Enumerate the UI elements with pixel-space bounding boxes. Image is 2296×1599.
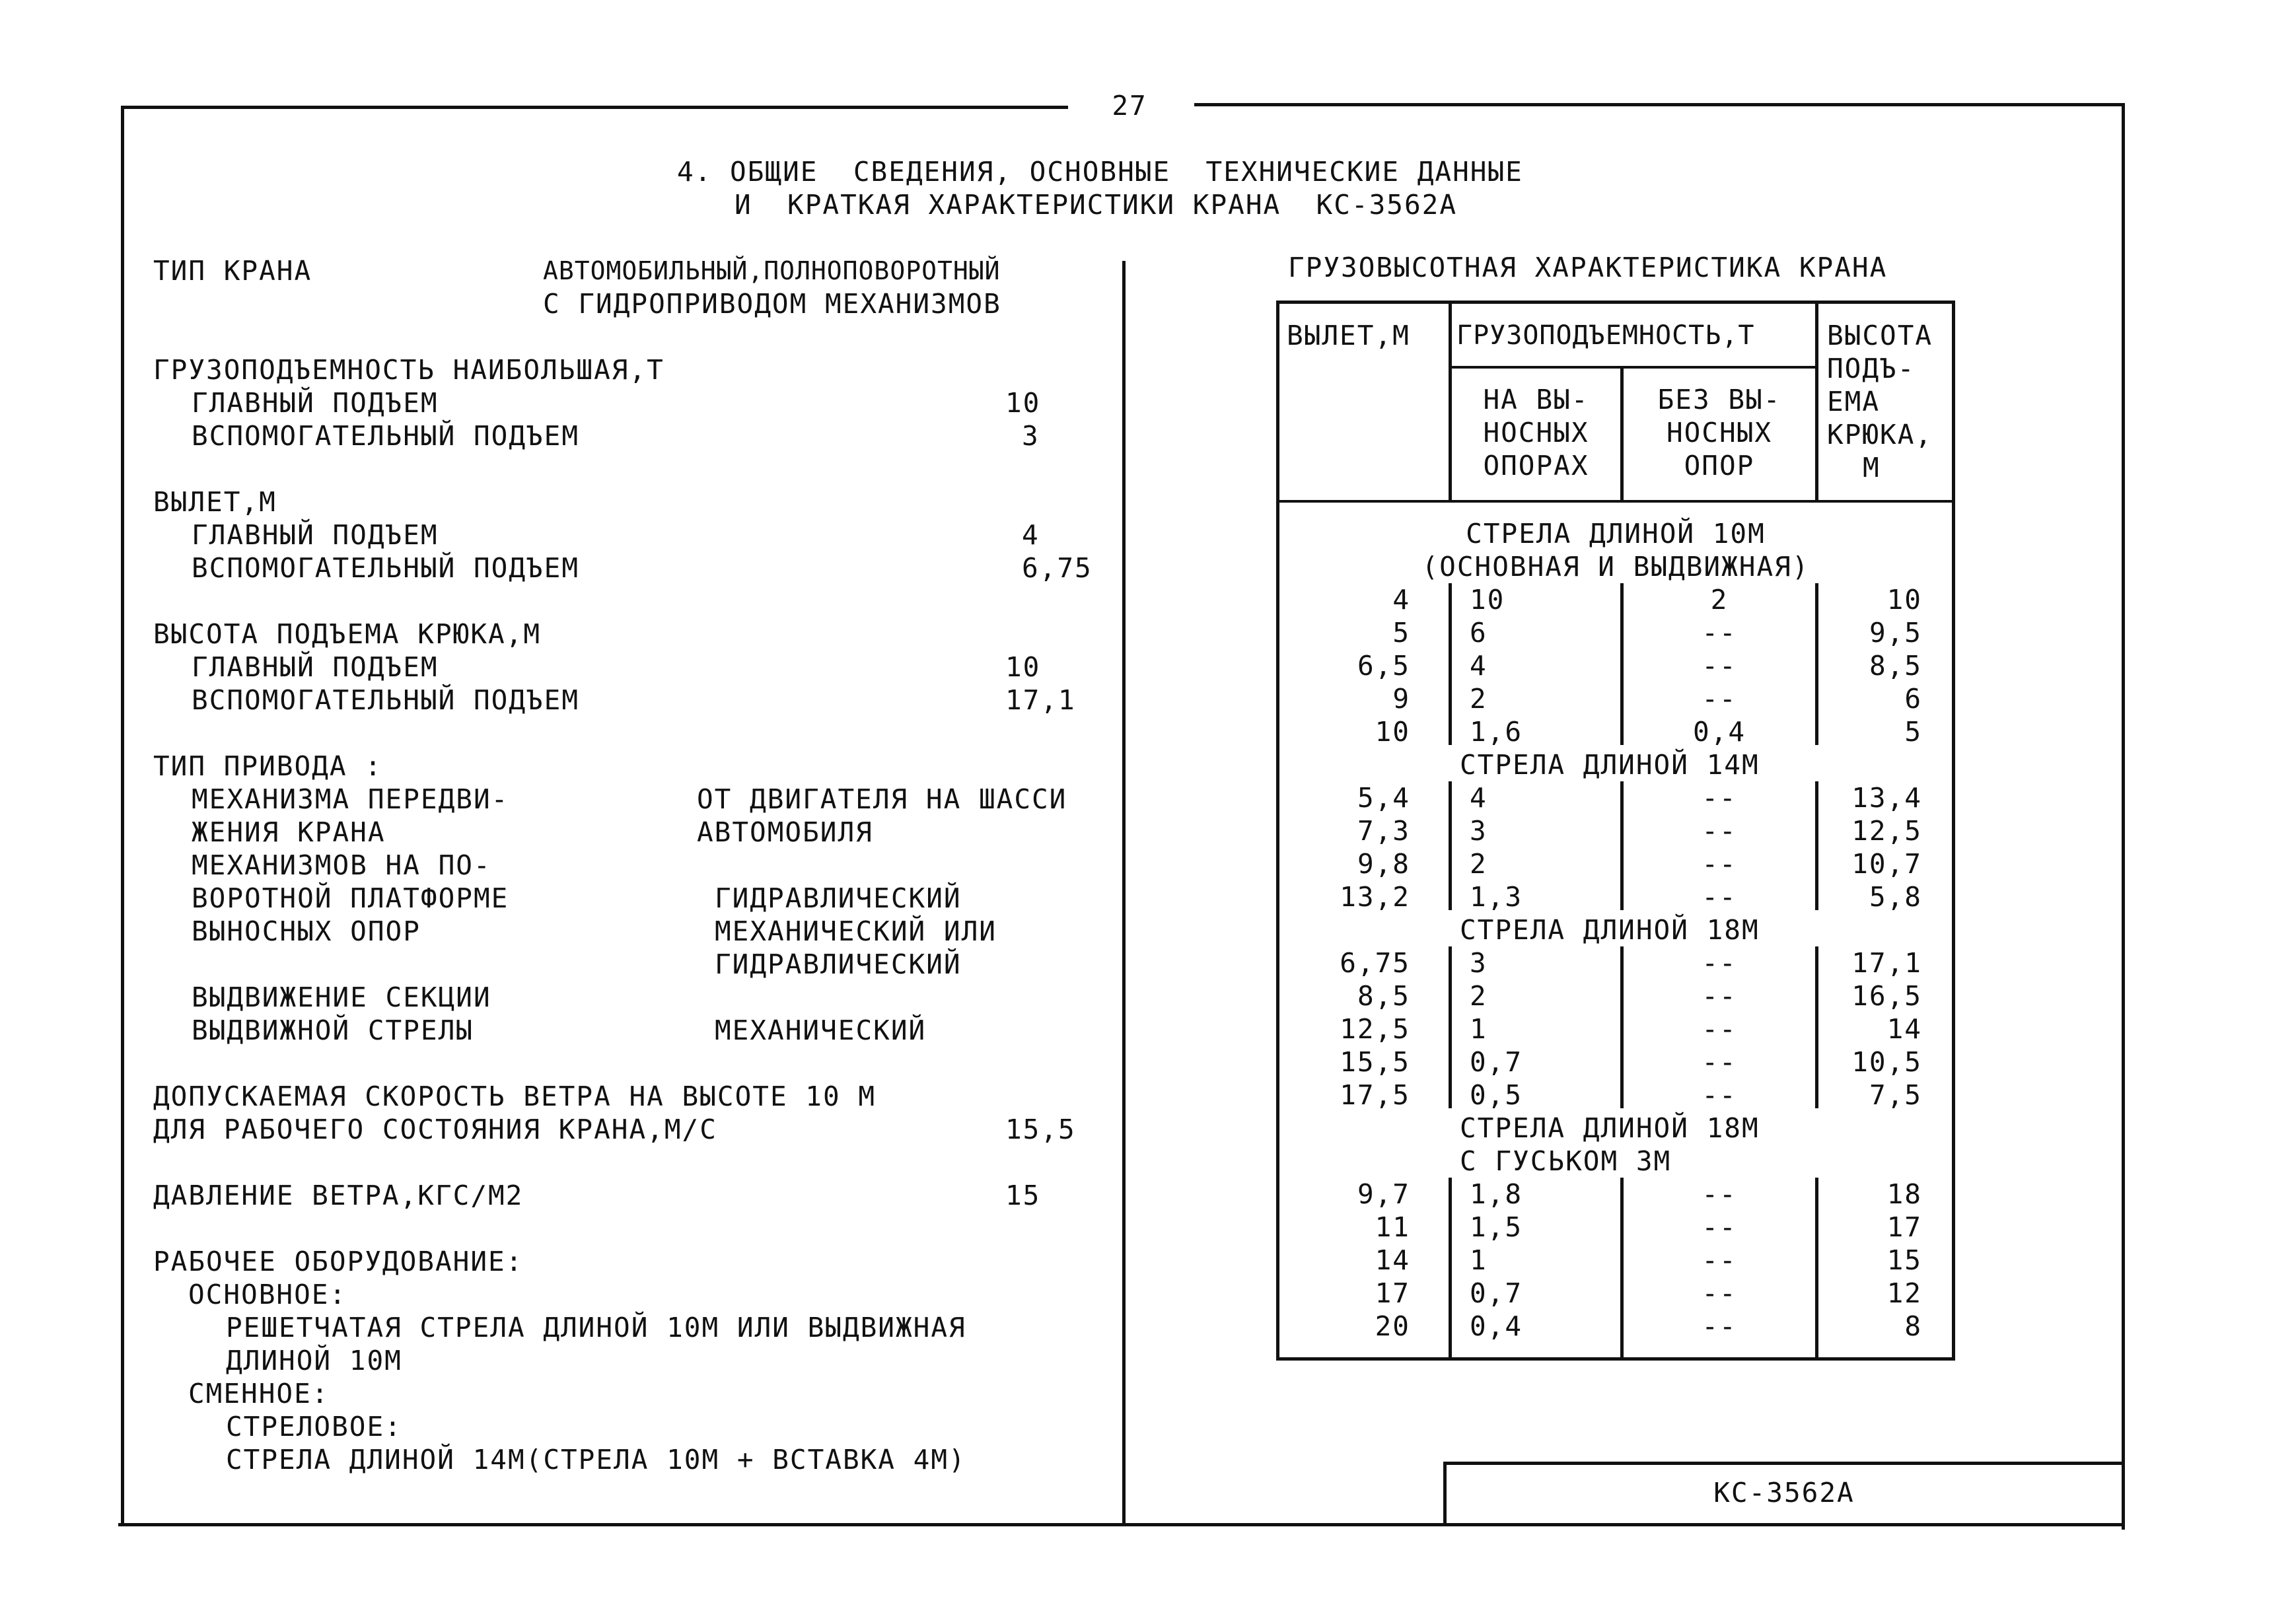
drive-outrigger-label: ВЫНОСНЫХ ОПОР [192,915,421,947]
table-border-bottom [1276,1357,1955,1361]
drive-move-value: ОТ ДВИГАТЕЛЯ НА ШАССИ [697,783,1067,815]
cell-hook-height: 5 [1904,716,1922,748]
drive-move-label: ЖЕНИЯ КРАНА [192,816,386,848]
cell-reach: 6,5 [1357,650,1410,682]
cell-load-without-outriggers: -- [1702,1046,1737,1078]
table-border-left [1276,301,1279,1361]
wind-speed-label: ДОПУСКАЕМАЯ СКОРОСТЬ ВЕТРА НА ВЫСОТЕ 10 М [153,1081,877,1112]
equipment-main-value: РЕШЕТЧАТАЯ СТРЕЛА ДЛИНОЙ 10М ИЛИ ВЫДВИЖНАЯ [226,1312,966,1343]
cell-reach: 15,5 [1340,1046,1410,1078]
header-with-outriggers: НОСНЫХ [1483,417,1589,448]
cell-load-without-outriggers: -- [1702,1244,1737,1276]
drive-extension-label: ВЫДВИЖЕНИЕ СЕКЦИИ [192,981,491,1013]
drive-outrigger-value: МЕХАНИЧЕСКИЙ ИЛИ [715,915,997,947]
cell-load-with-outriggers: 2 [1470,848,1488,880]
drive-platform-value: ГИДРАВЛИЧЕСКИЙ [715,882,962,914]
cell-load-with-outriggers: 2 [1470,980,1488,1012]
height-aux-label: ВСПОМОГАТЕЛЬНЫЙ ПОДЪЕМ [192,684,580,716]
cell-load-without-outriggers: -- [1702,1013,1737,1045]
cell-load-with-outriggers: 0,7 [1470,1277,1523,1309]
section-boom-10m: СТРЕЛА ДЛИНОЙ 10М [1466,518,1766,550]
cell-reach: 9 [1392,683,1410,715]
header-reach: ВЫЛЕТ,М [1287,320,1410,351]
cell-reach: 8,5 [1357,980,1410,1012]
cell-reach: 6,75 [1340,947,1410,979]
table-col-divider-3 [1815,781,1818,910]
section-boom-18m: СТРЕЛА ДЛИНОЙ 18М [1460,914,1760,946]
cell-hook-height: 9,5 [1869,617,1922,649]
header-hook-height: ПОДЪ- [1827,353,1916,384]
cell-reach: 20 [1375,1310,1410,1342]
section-boom-10m: (ОСНОВНАЯ И ВЫДВИЖНАЯ) [1421,551,1810,583]
table-col-divider-3 [1815,1178,1818,1359]
crane-type-value: С ГИДРОПРИВОДОМ МЕХАНИЗМОВ [543,288,1001,320]
cell-load-without-outriggers: 0,4 [1692,716,1746,748]
cell-hook-height: 18 [1886,1178,1922,1210]
cell-load-without-outriggers: -- [1702,881,1737,913]
cell-load-without-outriggers: -- [1702,1310,1737,1342]
equipment-heading: РАБОЧЕЕ ОБОРУДОВАНИЕ: [153,1246,524,1277]
table-col-divider-1 [1449,583,1452,745]
cell-load-with-outriggers: 3 [1470,815,1488,847]
section-boom-18m-jib: С ГУСЬКОМ 3М [1460,1145,1672,1177]
table-col-divider-1 [1449,1178,1452,1359]
equipment-boom-value: СТРЕЛА ДЛИНОЙ 14М(СТРЕЛА 10М + ВСТАВКА 4М) [226,1444,966,1475]
header-hook-height: М [1863,452,1881,483]
section-boom-18m-jib: СТРЕЛА ДЛИНОЙ 18М [1460,1112,1760,1144]
capacity-main-label: ГЛАВНЫЙ ПОДЪЕМ [192,387,439,419]
table-col-divider-1 [1449,946,1452,1108]
cell-reach: 9,8 [1357,848,1410,880]
stamp-model: КС-3562А [1713,1477,1855,1509]
cell-hook-height: 7,5 [1869,1079,1922,1111]
cell-load-with-outriggers: 0,4 [1470,1310,1523,1342]
frame-left [121,106,124,1526]
cell-load-with-outriggers: 1,8 [1470,1178,1523,1210]
equipment-boom-label: СТРЕЛОВОЕ: [226,1411,402,1442]
header-with-outriggers: НА ВЫ- [1483,384,1589,415]
height-main-label: ГЛАВНЫЙ ПОДЪЕМ [192,651,439,683]
crane-type-label: ТИП КРАНА [153,255,312,287]
cell-reach: 17 [1375,1277,1410,1309]
cell-load-without-outriggers: 2 [1710,584,1729,616]
equipment-alt-label: СМЕННОЕ: [188,1378,330,1409]
drive-platform-label: ВОРОТНОЙ ПЛАТФОРМЕ [192,882,509,914]
cell-load-without-outriggers: -- [1702,815,1737,847]
cell-load-without-outriggers: -- [1702,980,1737,1012]
frame-bottom [118,1523,2125,1526]
header-without-outriggers: ОПОР [1684,450,1755,481]
table-col-divider-3 [1815,583,1818,745]
cell-reach: 5 [1392,617,1410,649]
cell-load-with-outriggers: 1,3 [1470,881,1523,913]
cell-load-with-outriggers: 6 [1470,617,1488,649]
cell-hook-height: 12 [1886,1277,1922,1309]
frame-top-left [122,106,1068,109]
cell-load-without-outriggers: -- [1702,650,1737,682]
frame-right [2122,103,2125,1530]
cell-load-with-outriggers: 0,7 [1470,1046,1523,1078]
drive-extension-value: МЕХАНИЧЕСКИЙ [715,1014,927,1046]
wind-pressure-value: 15 [1005,1180,1041,1211]
reach-aux-label: ВСПОМОГАТЕЛЬНЫЙ ПОДЪЕМ [192,552,580,584]
drive-platform-label: МЕХАНИЗМОВ НА ПО- [192,849,491,881]
cell-load-with-outriggers: 4 [1470,650,1488,682]
cell-hook-height: 10 [1886,584,1922,616]
cell-load-with-outriggers: 10 [1470,584,1505,616]
cell-hook-height: 17,1 [1851,947,1922,979]
cell-reach: 12,5 [1340,1013,1410,1045]
cell-reach: 10 [1375,716,1410,748]
cell-reach: 5,4 [1357,782,1410,814]
reach-main-value: 4 [1022,519,1040,551]
wind-pressure-label: ДАВЛЕНИЕ ВЕТРА,КГС/М2 [153,1180,524,1211]
cell-load-without-outriggers: -- [1702,1079,1737,1111]
drive-extension-label: ВЫДВИЖНОЙ СТРЕЛЫ [192,1014,474,1046]
header-hook-height: ВЫСОТА [1827,320,1933,351]
capacity-main-value: 10 [1005,387,1041,419]
drive-move-label: МЕХАНИЗМА ПЕРЕДВИ- [192,783,509,815]
frame-top-right [1194,103,2124,106]
cell-load-with-outriggers: 3 [1470,947,1488,979]
page-title-line2: И КРАТКАЯ ХАРАКТЕРИСТИКИ КРАНА КС-3562А [735,189,1458,221]
table-col-divider-3 [1815,301,1818,502]
table-col-divider-3 [1815,946,1818,1108]
header-hook-height: ЕМА [1827,386,1881,417]
capacity-heading: ГРУЗОПОДЪЕМНОСТЬ НАИБОЛЬШАЯ,Т [153,354,664,386]
reach-aux-value: 6,75 [1022,552,1093,584]
cell-reach: 9,7 [1357,1178,1410,1210]
cell-load-with-outriggers: 2 [1470,683,1488,715]
cell-reach: 17,5 [1340,1079,1410,1111]
cell-load-with-outriggers: 1,5 [1470,1211,1523,1243]
table-col-divider-1 [1449,781,1452,910]
drive-heading: ТИП ПРИВОДА : [153,750,382,782]
header-without-outriggers: НОСНЫХ [1666,417,1773,448]
wind-speed-value: 15,5 [1005,1114,1076,1145]
cell-hook-height: 17 [1886,1211,1922,1243]
cell-hook-height: 12,5 [1851,815,1922,847]
cell-load-without-outriggers: -- [1702,848,1737,880]
header-capacity: ГРУЗОПОДЪЕМНОСТЬ,Т [1456,320,1755,351]
table-header-bottom [1276,500,1955,503]
cell-load-without-outriggers: -- [1702,782,1737,814]
cell-reach: 13,2 [1340,881,1410,913]
cell-hook-height: 14 [1886,1013,1922,1045]
cell-reach: 4 [1392,584,1410,616]
crane-type-value: АВТОМОБИЛЬНЫЙ,ПОЛНОПОВОРОТНЫЙ [543,256,1001,285]
cell-hook-height: 8,5 [1869,650,1922,682]
header-without-outriggers: БЕЗ ВЫ- [1657,384,1781,415]
capacity-aux-value: 3 [1022,420,1040,452]
cell-load-without-outriggers: -- [1702,1277,1737,1309]
header-hook-height: КРЮКА, [1827,419,1933,450]
cell-load-without-outriggers: -- [1702,1211,1737,1243]
equipment-main-value: ДЛИНОЙ 10М [226,1345,402,1376]
cell-hook-height: 8 [1904,1310,1922,1342]
cell-hook-height: 15 [1886,1244,1922,1276]
height-main-value: 10 [1005,651,1041,683]
reach-main-label: ГЛАВНЫЙ ПОДЪЕМ [192,519,439,551]
reach-heading: ВЫЛЕТ,М [153,486,277,518]
table-title: ГРУЗОВЫСОТНАЯ ХАРАКТЕРИСТИКА КРАНА [1288,252,1888,283]
cell-reach: 7,3 [1357,815,1410,847]
wind-speed-label: ДЛЯ РАБОЧЕГО СОСТОЯНИЯ КРАНА,М/С [153,1114,717,1145]
table-header-sub [1450,366,1816,369]
drive-outrigger-value: ГИДРАВЛИЧЕСКИЙ [715,948,962,980]
capacity-aux-label: ВСПОМОГАТЕЛЬНЫЙ ПОДЪЕМ [192,420,580,452]
cell-load-without-outriggers: -- [1702,617,1737,649]
column-divider [1122,261,1126,1526]
cell-hook-height: 13,4 [1851,782,1922,814]
stamp-border-top [1443,1462,2125,1465]
cell-load-with-outriggers: 4 [1470,782,1488,814]
cell-hook-height: 16,5 [1851,980,1922,1012]
page-number: 27 [1112,90,1147,122]
cell-load-with-outriggers: 1 [1470,1013,1488,1045]
cell-hook-height: 5,8 [1869,881,1922,913]
cell-hook-height: 10,5 [1851,1046,1922,1078]
height-aux-value: 17,1 [1005,684,1076,716]
height-heading: ВЫСОТА ПОДЪЕМА КРЮКА,М [153,618,542,650]
cell-load-without-outriggers: -- [1702,683,1737,715]
cell-load-with-outriggers: 0,5 [1470,1079,1523,1111]
header-with-outriggers: ОПОРАХ [1483,450,1589,481]
cell-load-with-outriggers: 1 [1470,1244,1488,1276]
cell-load-with-outriggers: 1,6 [1470,716,1523,748]
drive-move-value: АВТОМОБИЛЯ [697,816,873,848]
cell-hook-height: 6 [1904,683,1922,715]
cell-reach: 14 [1375,1244,1410,1276]
cell-reach: 11 [1375,1211,1410,1243]
cell-load-without-outriggers: -- [1702,947,1737,979]
cell-load-without-outriggers: -- [1702,1178,1737,1210]
cell-hook-height: 10,7 [1851,848,1922,880]
table-border-top [1276,301,1955,304]
page-title-line1: 4. ОБЩИЕ СВЕДЕНИЯ, ОСНОВНЫЕ ТЕХНИЧЕСКИЕ ДАННЫЕ [677,156,1523,188]
equipment-main-label: ОСНОВНОЕ: [188,1279,347,1310]
section-boom-14m: СТРЕЛА ДЛИНОЙ 14М [1460,749,1760,781]
table-border-right [1952,301,1955,1361]
